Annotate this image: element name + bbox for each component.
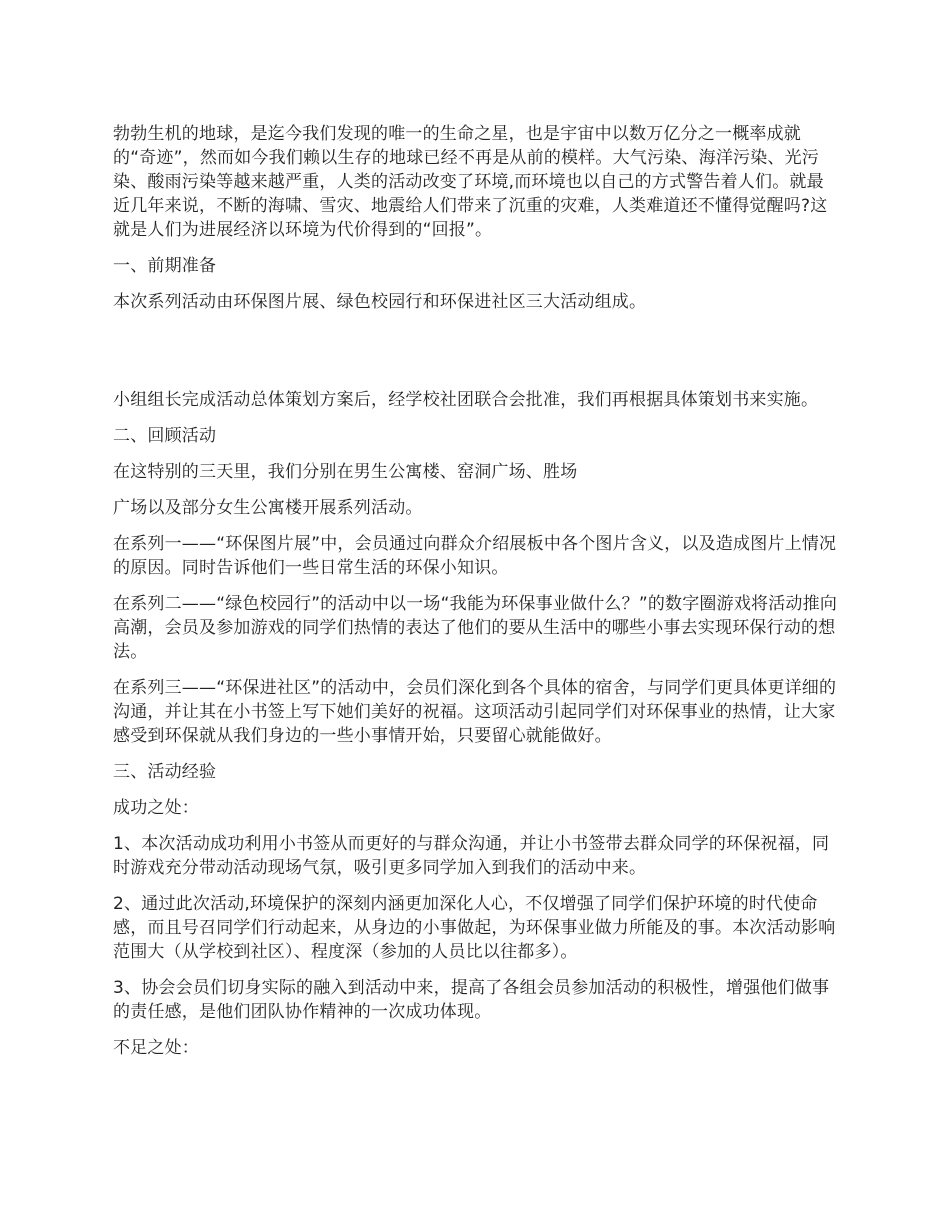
section-heading-experience: 三、活动经验 — [113, 762, 217, 782]
series-one-paragraph: 在系列一——“环保图片展”中，会员通过向群众介绍展板中各个图片含义，以及造成图片上情况的原因。同时告诉他们一些日常生活的环保小知识。 — [113, 534, 837, 578]
review-paragraph-locations: 在这特别的三天里，我们分别在男生公寓楼、窑洞广场、胜场 — [113, 462, 578, 482]
shortcomings-label: 不足之处： — [113, 1038, 199, 1058]
section-heading-preparation: 一、前期准备 — [113, 256, 217, 276]
planning-paragraph: 小组组长完成活动总体策划方案后，经学校社团联合会批准，我们再根据具体策划书来实施。 — [113, 390, 819, 410]
document-body — [113, 122, 840, 1072]
series-three-paragraph: 在系列三——“环保进社区”的活动中，会员们深化到各个具体的宿舍，与同学们更具体更详细的沟通，并让其在小书签上写下她们美好的祝福。这项活动引起同学们对环保事业的热情，让大家感受到环保就从我们身边的一些小事情开始，只要留心就能做好。 — [113, 678, 837, 746]
success-item-2: 2、通过此次活动,环境保护的深刻内涵更加深化人心，不仅增强了同学们保护环境的时代使命感，而且号召同学们行动起来，从身边的小事做起，为环保事业做力所能及的事。本次活动影响范围大（从学校到社区）、程度深（参加的人员比以往都多）。 — [113, 894, 836, 962]
section-heading-review: 二、回顾活动 — [113, 426, 217, 446]
review-paragraph-locations-cont: 广场以及部分女生公寓楼开展系列活动。 — [113, 498, 423, 518]
preparation-paragraph: 本次系列活动由环保图片展、绿色校园行和环保进社区三大活动组成。 — [113, 292, 647, 312]
intro-paragraph: 勃勃生机的地球，是迄今我们发现的唯一的生命之星，也是宇宙中以数万亿分之一概率成就的“奇迹”，然而如今我们赖以生存的地球已经不再是从前的模样。大气污染、海洋污染、光污染、酸雨污染等越来越严重，人类的活动改变了环境,而环境也以自己的方式警告着人们。就最近几年来说，不断的海啸、雪灾、地震给人们带来了沉重的灾难，人类难道还不懂得觉醒吗?这就是人们为进展经济以环境为代价得到的“回报”。 — [113, 124, 828, 240]
successes-label: 成功之处： — [113, 798, 199, 818]
blank-spacer — [113, 326, 840, 388]
success-item-3: 3、协会会员们切身实际的融入到活动中来，提高了各组会员参加活动的积极性，增强他们做事的责任感，是他们团队协作精神的一次成功体现。 — [113, 978, 830, 1022]
success-item-1: 1、本次活动成功利用小书签从而更好的与群众沟通，并让小书签带去群众同学的环保祝福，同时游戏充分带动活动现场气氛，吸引更多同学加入到我们的活动中来。 — [113, 834, 830, 878]
series-two-paragraph: 在系列二——“绿色校园行”的活动中以一场“我能为环保事业做什么？”的数字圈游戏将活动推向高潮，会员及参加游戏的同学们热情的表达了他们的要从生活中的哪些小事去实现环保行动的想法。 — [113, 594, 838, 662]
